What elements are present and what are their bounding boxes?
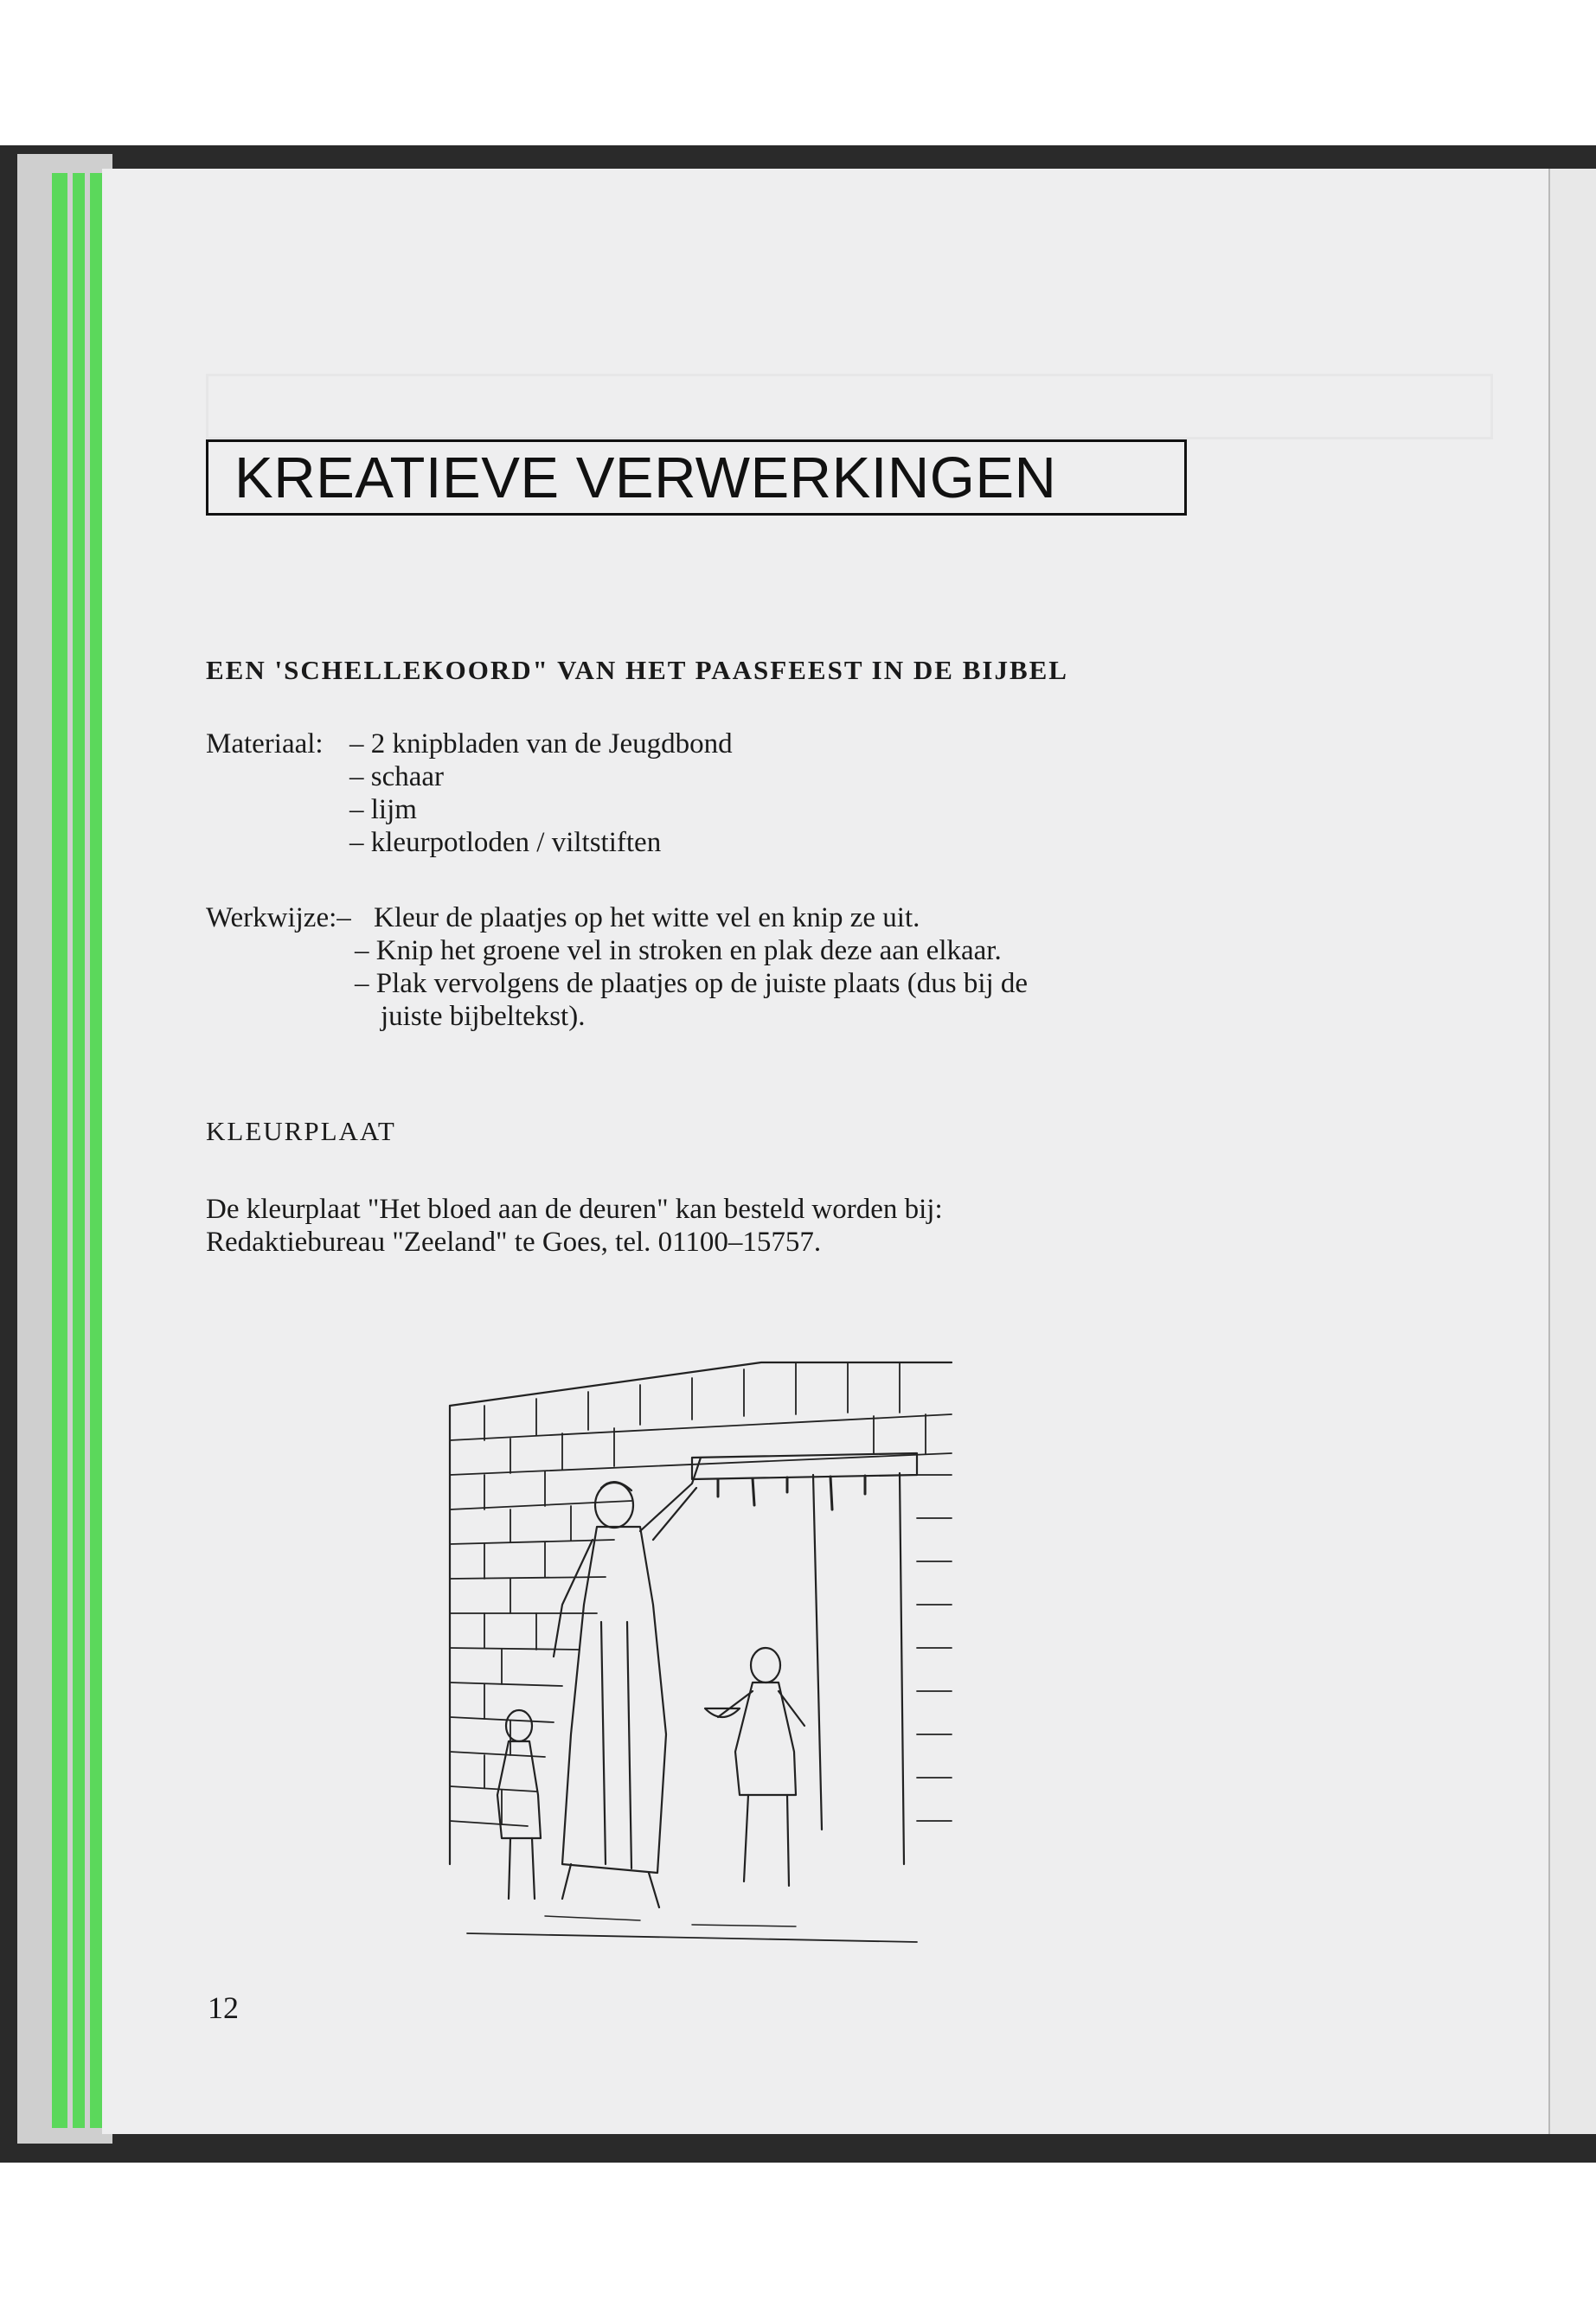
wall-bricks [450, 1362, 952, 1826]
method-step: – Plak vervolgens de plaatjes op de juiste plaats (dus bij de [355, 968, 1029, 999]
materials-item: – schaar [349, 761, 445, 792]
method-step: Kleur de plaatjes op het witte vel en knip ze uit. [374, 902, 920, 933]
door-post-left [813, 1475, 822, 1830]
green-page-edge [52, 173, 67, 2128]
wall-top-line [450, 1362, 952, 1406]
section-heading-kleurplaat: KLEURPLAAT [206, 1116, 396, 1146]
kleurplaat-text: Redaktiebureau "Zeeland" te Goes, tel. 01100–15757. [206, 1227, 822, 1258]
man-figure [554, 1458, 701, 1907]
blood-drips [718, 1476, 865, 1509]
materials-item: – kleurpotloden / viltstiften [349, 827, 662, 858]
green-page-edge [90, 173, 102, 2128]
ground-shading [545, 1916, 796, 1926]
page-title: KREATIEVE VERWERKINGEN [234, 445, 1057, 510]
right-wall-bricks [917, 1475, 952, 1821]
ground-line [467, 1933, 917, 1942]
kleurplaat-text: De kleurplaat "Het bloed aan de deuren" kan besteld worden bij: [206, 1194, 943, 1225]
materials-item: – lijm [349, 794, 417, 825]
method-step: – Knip het groene vel in stroken en plak deze aan elkaar. [355, 935, 1002, 966]
facing-page-edge [1548, 169, 1596, 2134]
method-step: juiste bijbeltekst). [381, 1001, 586, 1032]
page-number: 12 [208, 1990, 239, 2025]
method-label: Werkwijze:– [206, 902, 351, 933]
door-post-right [900, 1473, 904, 1864]
coloring-illustration [433, 1345, 960, 1959]
materials-item: – 2 knipbladen van de Jeugdbond [349, 728, 733, 760]
page-title-box [206, 439, 1187, 516]
boy-figure [705, 1648, 804, 1886]
girl-figure [497, 1710, 541, 1899]
materials-label: Materiaal: [206, 728, 324, 760]
green-page-edge [73, 173, 85, 2128]
door-lintel [692, 1453, 917, 1479]
show-through-box [206, 374, 1493, 439]
section-heading-schellekoord: EEN 'SCHELLEKOORD" VAN HET PAASFEEST IN DE BIJBEL [206, 655, 1068, 685]
